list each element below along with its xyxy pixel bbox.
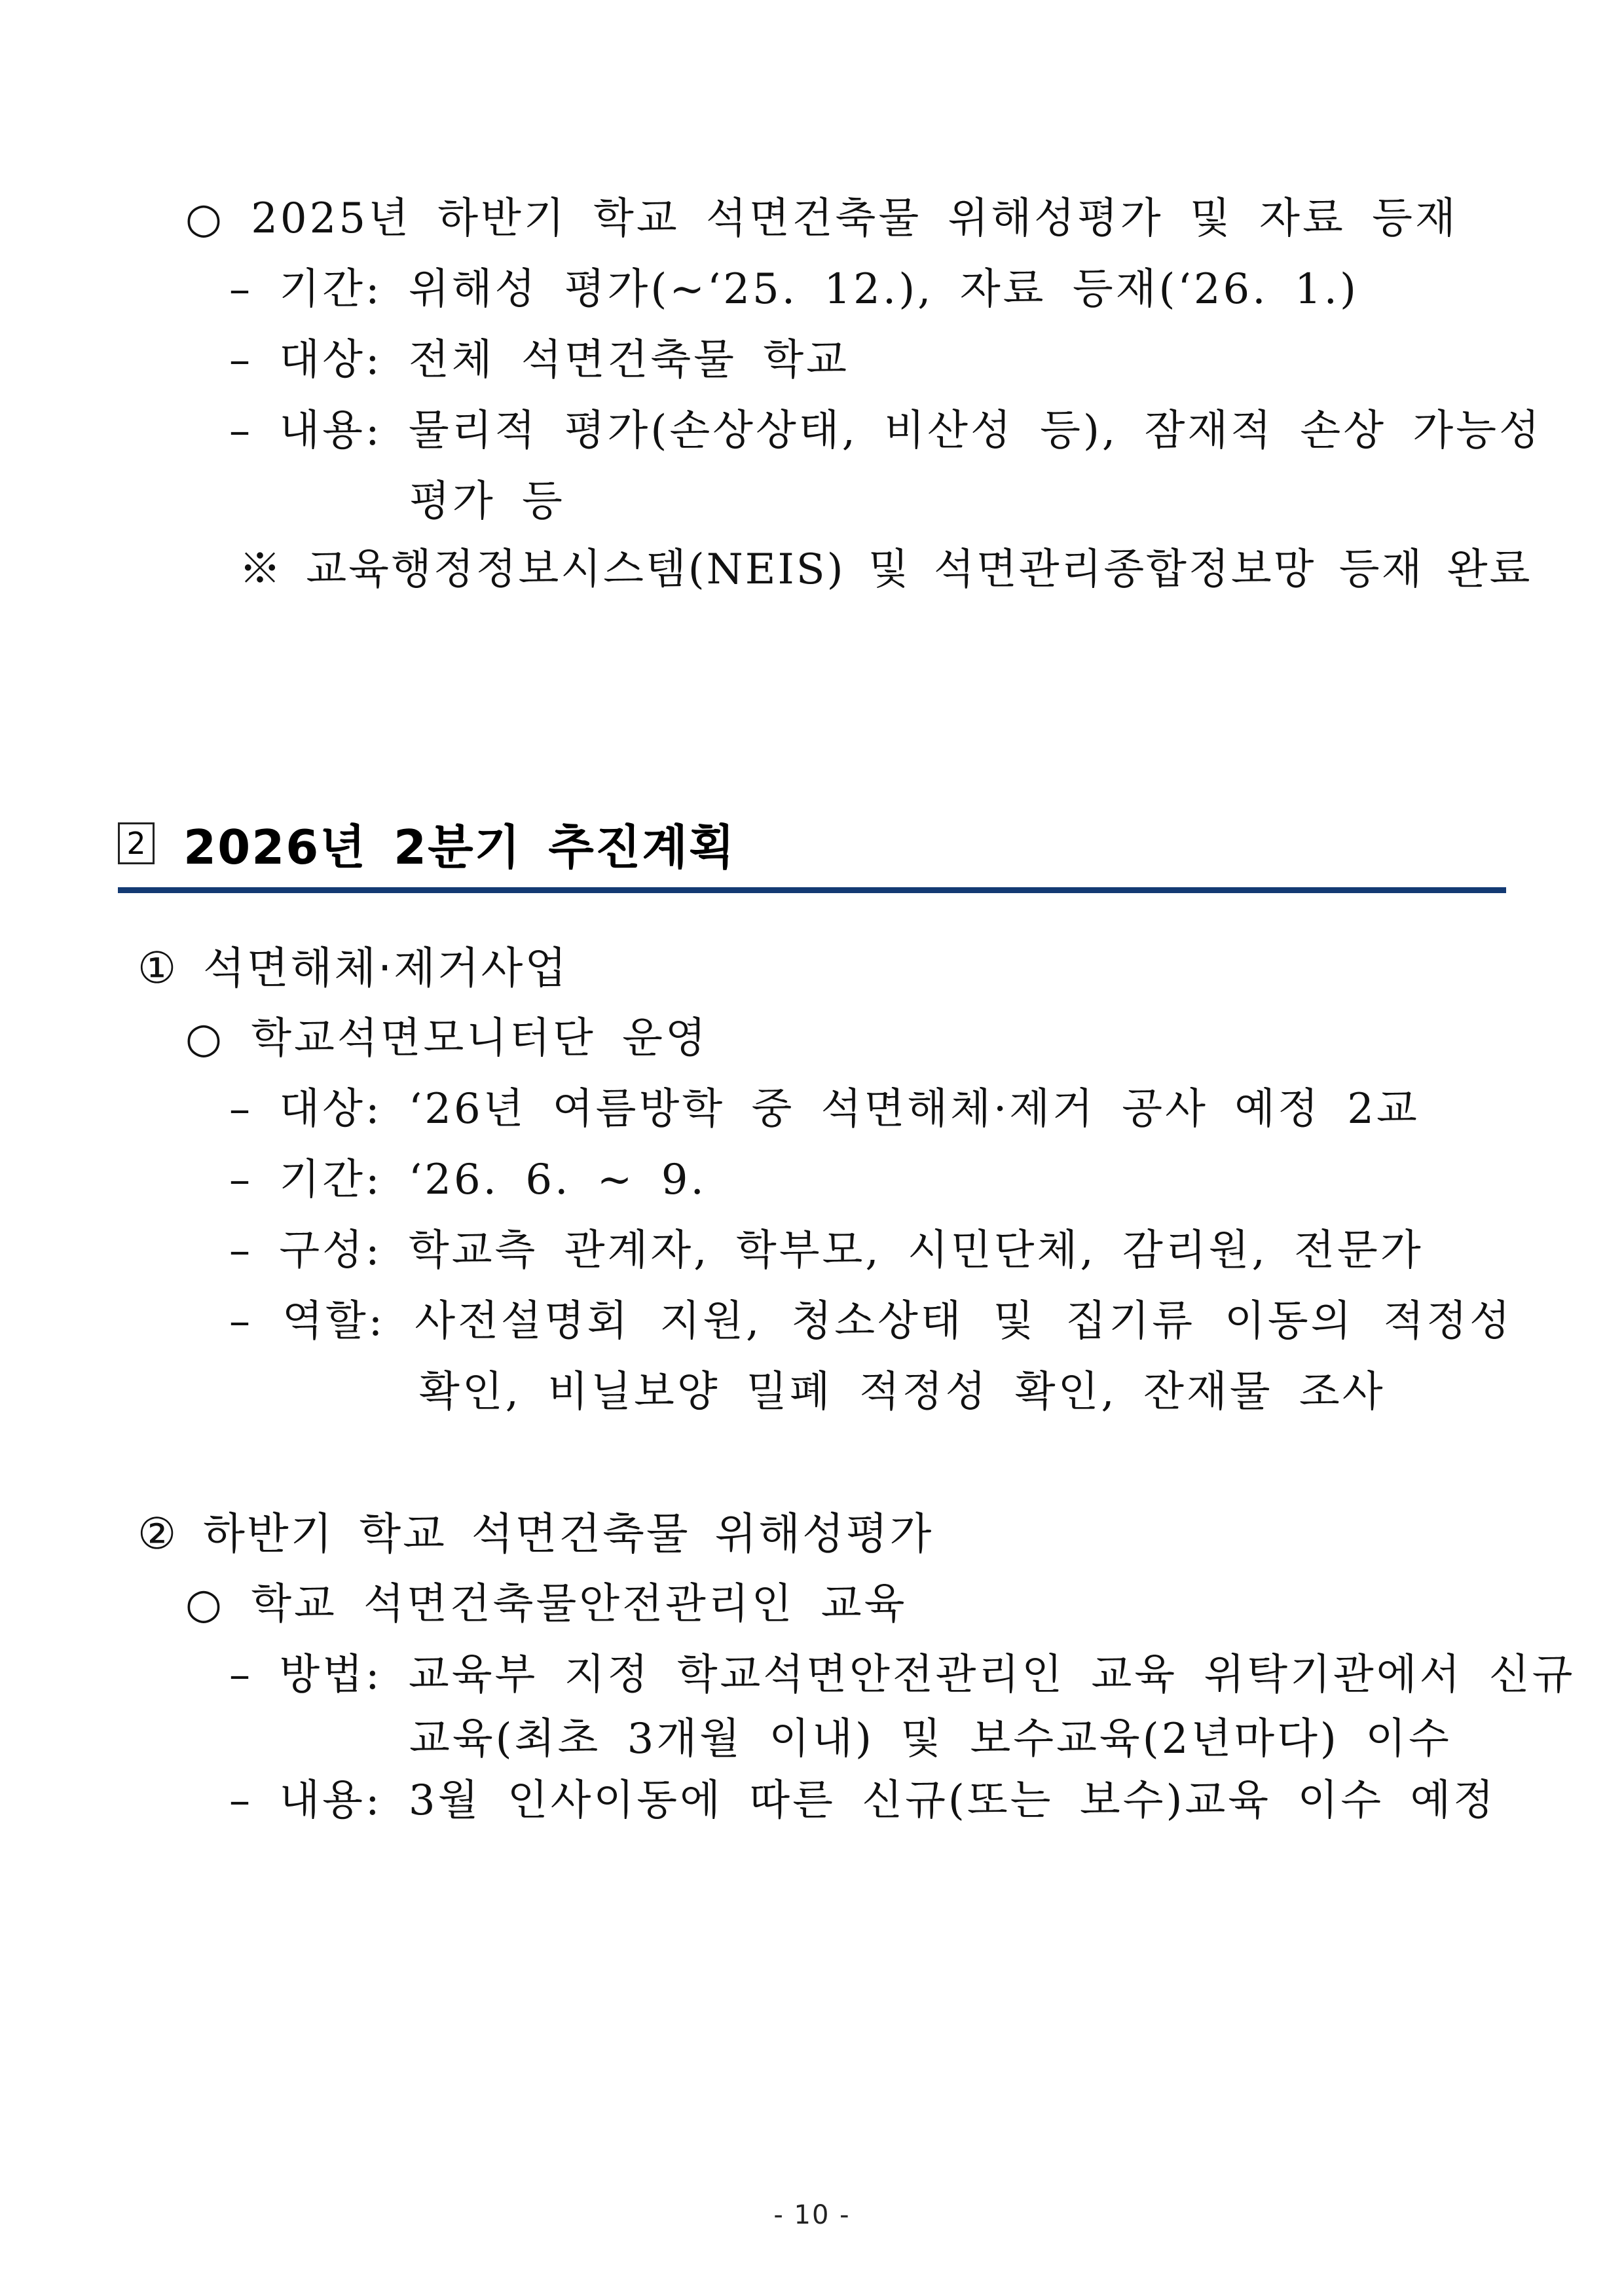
- sub2-bullet-content: – 내용: 3월 인사이동에 따른 신규(또는 보수)교육 이수 예정: [229, 1776, 1497, 1825]
- prev-bullet-target: – 대상: 전체 석면건축물 학교: [229, 336, 850, 384]
- sub1-bullet-period: – 기간: ‘26. 6. ~ 9.: [229, 1156, 707, 1204]
- prev-bullet-period: – 기간: 위해성 평가(~‘25. 12.), 자료 등재(‘26. 1.): [229, 265, 1359, 314]
- prev-bullet-content-cont: 평가 등: [409, 477, 565, 526]
- sub1-bullet-role: – 역할: 사전설명회 지원, 청소상태 및 집기류 이동의 적정성: [229, 1297, 1513, 1346]
- subsection-2-item-title: ○ 학교 석면건축물안전관리인 교육: [185, 1580, 908, 1628]
- prev-bullet-content: – 내용: 물리적 평가(손상상태, 비산성 등), 잠재적 손상 가능성: [229, 407, 1542, 455]
- sub2-bullet-method: – 방법: 교육부 지정 학교석면안전관리인 교육 위탁기관에서 신규: [229, 1651, 1576, 1699]
- sub1-bullet-composition: – 구성: 학교측 관계자, 학부모, 시민단체, 감리원, 전문가: [229, 1226, 1424, 1275]
- section-number-box: 2: [118, 822, 155, 864]
- sub1-bullet-role-cont: 확인, 비닐보양 밀폐 적정성 확인, 잔재물 조사: [419, 1368, 1386, 1416]
- subsection-1-heading: ① 석면해체·제거사업: [138, 943, 569, 993]
- sub1-bullet-target: – 대상: ‘26년 여름방학 중 석면해체·제거 공사 예정 2교: [229, 1085, 1420, 1133]
- section-title: [118, 817, 736, 875]
- section-divider: [118, 887, 1506, 893]
- page-number: - 10 -: [773, 2200, 851, 2230]
- subsection-2-heading: ② 하반기 학교 석면건축물 위해성평가: [138, 1509, 934, 1559]
- section-title-text: 2026년 2분기 추진계획: [183, 820, 736, 875]
- subsection-1-item-title: ○ 학교석면모니터단 운영: [185, 1014, 709, 1063]
- prev-note: ※ 교육행정정보시스템(NEIS) 및 석면관리종합정보망 등재 완료: [239, 545, 1532, 594]
- sub2-bullet-method-cont: 교육(최초 3개월 이내) 및 보수교육(2년마다) 이수: [409, 1715, 1452, 1763]
- prev-item-title: ○ 2025년 하반기 학교 석면건축물 위해성평가 및 자료 등재: [185, 194, 1458, 243]
